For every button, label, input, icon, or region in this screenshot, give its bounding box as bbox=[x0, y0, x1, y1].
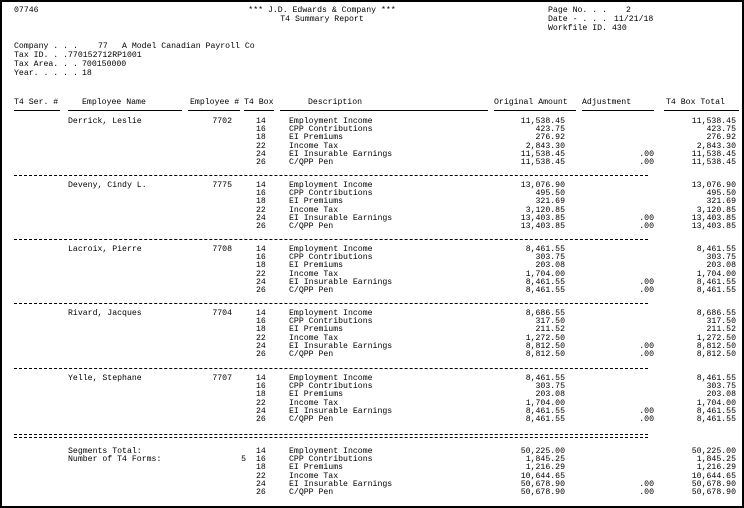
original-amount: 11,538.45 bbox=[520, 150, 565, 159]
box-total: 11,538.45 bbox=[691, 150, 736, 159]
original-amount: 10,644.65 bbox=[520, 472, 565, 481]
year-label: Year. . . . . bbox=[14, 69, 78, 78]
employee-name: Deveny, Cindy L. bbox=[68, 181, 147, 190]
year-value: 18 bbox=[82, 69, 92, 78]
original-amount: 211.52 bbox=[535, 325, 565, 334]
date-label: Date - . . . bbox=[548, 15, 607, 24]
box-total: 1,704.00 bbox=[696, 399, 736, 408]
original-amount: 13,076.90 bbox=[520, 181, 565, 190]
box-number: 14 bbox=[256, 309, 266, 318]
box-total: 2,843.30 bbox=[696, 142, 736, 151]
segments-total-label: Segments Total: bbox=[68, 447, 142, 456]
col-box: T4 Box bbox=[244, 98, 274, 107]
header-underline bbox=[582, 110, 654, 111]
box-number: 24 bbox=[256, 407, 266, 416]
box-number: 24 bbox=[256, 278, 266, 287]
original-amount: 13,403.85 bbox=[520, 214, 565, 223]
original-amount: 13,403.85 bbox=[520, 222, 565, 231]
box-number: 14 bbox=[256, 181, 266, 190]
box-description: Employment Income bbox=[289, 245, 373, 254]
company-label: Company . . . bbox=[14, 42, 78, 51]
box-number: 22 bbox=[256, 399, 266, 408]
box-total: 303.75 bbox=[706, 382, 736, 391]
box-number: 18 bbox=[256, 390, 266, 399]
box-description: Employment Income bbox=[289, 309, 373, 318]
tax-area-label: Tax Area. . . bbox=[14, 60, 78, 69]
box-number: 18 bbox=[256, 261, 266, 270]
original-amount: 11,538.45 bbox=[520, 117, 565, 126]
box-description: Income Tax bbox=[289, 142, 339, 151]
box-total: 50,225.00 bbox=[691, 447, 736, 456]
box-description: CPP Contributions bbox=[289, 317, 373, 326]
company-number: 77 bbox=[98, 42, 108, 51]
box-total: 211.52 bbox=[706, 325, 736, 334]
original-amount: 8,461.55 bbox=[525, 374, 565, 383]
col-original-amount: Original Amount bbox=[494, 98, 568, 107]
box-description: EI Insurable Earnings bbox=[289, 150, 393, 159]
original-amount: 1,272.50 bbox=[525, 334, 565, 343]
original-amount: 276.92 bbox=[535, 133, 565, 142]
box-total: 1,845.25 bbox=[696, 455, 736, 464]
col-adjustment: Adjustment bbox=[582, 98, 632, 107]
box-number: 14 bbox=[256, 447, 266, 456]
box-number: 24 bbox=[256, 150, 266, 159]
employee-number: 7704 bbox=[212, 309, 232, 318]
box-number: 14 bbox=[256, 117, 266, 126]
box-description: EI Premiums bbox=[289, 133, 344, 142]
box-description: EI Insurable Earnings bbox=[289, 480, 393, 489]
box-total: 495.50 bbox=[706, 189, 736, 198]
original-amount: 1,704.00 bbox=[525, 270, 565, 279]
box-description: EI Insurable Earnings bbox=[289, 407, 393, 416]
box-description: Employment Income bbox=[289, 374, 373, 383]
box-description: EI Premiums bbox=[289, 197, 344, 206]
employee-number: 7708 bbox=[212, 245, 232, 254]
box-total: 1,272.50 bbox=[696, 334, 736, 343]
header-underline bbox=[494, 110, 576, 111]
page-label: Page No. . . bbox=[548, 6, 607, 15]
box-number: 18 bbox=[256, 133, 266, 142]
box-total: 50,678.90 bbox=[691, 480, 736, 489]
box-description: Income Tax bbox=[289, 206, 339, 215]
box-total: 317.50 bbox=[706, 317, 736, 326]
box-description: C/QPP Pen bbox=[289, 158, 334, 167]
box-total: 3,120.85 bbox=[696, 206, 736, 215]
col-seq: T4 Ser. # bbox=[14, 98, 59, 107]
box-description: EI Insurable Earnings bbox=[289, 278, 393, 287]
adjustment-amount: .00 bbox=[639, 158, 654, 167]
box-total: 203.08 bbox=[706, 261, 736, 270]
box-description: CPP Contributions bbox=[289, 253, 373, 262]
adjustment-amount: .00 bbox=[639, 222, 654, 231]
employee-name: Yelle, Stephane bbox=[68, 374, 142, 383]
original-amount: 321.69 bbox=[535, 197, 565, 206]
original-amount: 8,686.55 bbox=[525, 309, 565, 318]
box-number: 22 bbox=[256, 142, 266, 151]
box-number: 16 bbox=[256, 382, 266, 391]
workfile-label: Workfile ID. bbox=[548, 24, 607, 33]
box-total: 13,076.90 bbox=[691, 181, 736, 190]
tax-area-value: 700150000 bbox=[82, 60, 127, 69]
header-underline bbox=[664, 110, 739, 111]
employee-number: 7707 bbox=[212, 374, 232, 383]
employee-name: Derrick, Leslie bbox=[68, 117, 142, 126]
box-number: 14 bbox=[256, 245, 266, 254]
original-amount: 1,845.25 bbox=[525, 455, 565, 464]
col-name: Employee Name bbox=[82, 98, 146, 107]
original-amount: 50,225.00 bbox=[520, 447, 565, 456]
number-of-forms-label: Number of T4 Forms: bbox=[68, 455, 162, 464]
adjustment-amount: .00 bbox=[639, 342, 654, 351]
box-description: CPP Contributions bbox=[289, 382, 373, 391]
col-emp-no: Employee # bbox=[190, 98, 240, 107]
original-amount: 8,461.55 bbox=[525, 278, 565, 287]
box-number: 24 bbox=[256, 342, 266, 351]
box-description: CPP Contributions bbox=[289, 189, 373, 198]
employee-separator bbox=[14, 303, 648, 304]
box-number: 14 bbox=[256, 374, 266, 383]
employee-number: 7775 bbox=[212, 181, 232, 190]
company-name: A Model Canadian Payroll Co bbox=[122, 42, 255, 51]
box-number: 16 bbox=[256, 253, 266, 262]
box-number: 26 bbox=[256, 415, 266, 424]
employee-separator bbox=[14, 239, 648, 240]
box-number: 24 bbox=[256, 214, 266, 223]
box-number: 16 bbox=[256, 189, 266, 198]
original-amount: 8,812.50 bbox=[525, 342, 565, 351]
adjustment-amount: .00 bbox=[639, 278, 654, 287]
box-description: CPP Contributions bbox=[289, 455, 373, 464]
original-amount: 1,216.29 bbox=[525, 463, 565, 472]
employee-name: Lacroix, Pierre bbox=[68, 245, 142, 254]
box-total: 11,538.45 bbox=[691, 158, 736, 167]
report-date: 11/21/18 bbox=[614, 15, 654, 24]
box-total: 8,461.55 bbox=[696, 374, 736, 383]
box-total: 303.75 bbox=[706, 253, 736, 262]
col-description: Description bbox=[308, 98, 363, 107]
box-description: EI Premiums bbox=[289, 325, 344, 334]
header-underline bbox=[188, 110, 240, 111]
box-total: 8,812.50 bbox=[696, 350, 736, 359]
original-amount: 8,461.55 bbox=[525, 245, 565, 254]
box-total: 321.69 bbox=[706, 197, 736, 206]
totals-separator bbox=[14, 434, 648, 438]
original-amount: 8,461.55 bbox=[525, 407, 565, 416]
original-amount: 1,704.00 bbox=[525, 399, 565, 408]
original-amount: 8,461.55 bbox=[525, 286, 565, 295]
box-number: 22 bbox=[256, 206, 266, 215]
number-of-forms-value: 5 bbox=[241, 455, 246, 464]
box-description: Income Tax bbox=[289, 399, 339, 408]
box-total: 276.92 bbox=[706, 133, 736, 142]
box-description: C/QPP Pen bbox=[289, 415, 334, 424]
tax-id-value: 770152712RP1001 bbox=[68, 51, 142, 60]
header-underline bbox=[14, 110, 60, 111]
box-total: 1,704.00 bbox=[696, 270, 736, 279]
adjustment-amount: .00 bbox=[639, 488, 654, 497]
box-description: CPP Contributions bbox=[289, 125, 373, 134]
box-number: 26 bbox=[256, 488, 266, 497]
box-description: Income Tax bbox=[289, 472, 339, 481]
box-description: C/QPP Pen bbox=[289, 350, 334, 359]
box-number: 18 bbox=[256, 463, 266, 472]
employee-number: 7702 bbox=[212, 117, 232, 126]
original-amount: 203.08 bbox=[535, 390, 565, 399]
box-total: 8,461.55 bbox=[696, 407, 736, 416]
box-number: 22 bbox=[256, 270, 266, 279]
box-total: 8,461.55 bbox=[696, 278, 736, 287]
original-amount: 2,843.30 bbox=[525, 142, 565, 151]
original-amount: 50,678.90 bbox=[520, 488, 565, 497]
original-amount: 11,538.45 bbox=[520, 158, 565, 167]
box-total: 8,461.55 bbox=[696, 286, 736, 295]
box-description: EI Premiums bbox=[289, 463, 344, 472]
box-number: 18 bbox=[256, 325, 266, 334]
box-description: Income Tax bbox=[289, 270, 339, 279]
box-total: 13,403.85 bbox=[691, 214, 736, 223]
header-underline bbox=[280, 110, 488, 111]
original-amount: 3,120.85 bbox=[525, 206, 565, 215]
original-amount: 317.50 bbox=[535, 317, 565, 326]
adjustment-amount: .00 bbox=[639, 286, 654, 295]
original-amount: 50,678.90 bbox=[520, 480, 565, 489]
box-description: Employment Income bbox=[289, 117, 373, 126]
box-number: 18 bbox=[256, 197, 266, 206]
original-amount: 303.75 bbox=[535, 253, 565, 262]
box-total: 10,644.65 bbox=[691, 472, 736, 481]
original-amount: 495.50 bbox=[535, 189, 565, 198]
box-total: 203.08 bbox=[706, 390, 736, 399]
employee-separator bbox=[14, 368, 648, 369]
box-number: 22 bbox=[256, 334, 266, 343]
report-id: 07746 bbox=[14, 6, 39, 15]
box-description: Employment Income bbox=[289, 447, 373, 456]
box-total: 8,461.55 bbox=[696, 415, 736, 424]
box-number: 26 bbox=[256, 158, 266, 167]
box-total: 8,461.55 bbox=[696, 245, 736, 254]
adjustment-amount: .00 bbox=[639, 407, 654, 416]
workfile-id: 430 bbox=[612, 24, 627, 33]
box-number: 26 bbox=[256, 286, 266, 295]
box-description: Income Tax bbox=[289, 334, 339, 343]
box-description: Employment Income bbox=[289, 181, 373, 190]
box-description: EI Premiums bbox=[289, 390, 344, 399]
col-box-total: T4 Box Total bbox=[666, 98, 725, 107]
adjustment-amount: .00 bbox=[639, 480, 654, 489]
company-title: *** J.D. Edwards & Company *** bbox=[248, 6, 396, 15]
box-description: EI Premiums bbox=[289, 261, 344, 270]
adjustment-amount: .00 bbox=[639, 150, 654, 159]
box-total: 50,678.90 bbox=[691, 488, 736, 497]
box-number: 16 bbox=[256, 125, 266, 134]
page-number: 2 bbox=[626, 6, 631, 15]
box-total: 8,686.55 bbox=[696, 309, 736, 318]
box-description: C/QPP Pen bbox=[289, 488, 334, 497]
header-underline bbox=[68, 110, 182, 111]
original-amount: 303.75 bbox=[535, 382, 565, 391]
adjustment-amount: .00 bbox=[639, 415, 654, 424]
adjustment-amount: .00 bbox=[639, 350, 654, 359]
original-amount: 423.75 bbox=[535, 125, 565, 134]
box-number: 16 bbox=[256, 455, 266, 464]
box-total: 8,812.50 bbox=[696, 342, 736, 351]
box-total: 11,538.45 bbox=[691, 117, 736, 126]
report-title: T4 Summary Report bbox=[280, 15, 364, 24]
box-number: 22 bbox=[256, 472, 266, 481]
original-amount: 203.08 bbox=[535, 261, 565, 270]
box-total: 1,216.29 bbox=[696, 463, 736, 472]
employee-separator bbox=[14, 175, 648, 176]
adjustment-amount: .00 bbox=[639, 214, 654, 223]
employee-name: Rivard, Jacques bbox=[68, 309, 142, 318]
box-number: 26 bbox=[256, 350, 266, 359]
tax-id-label: Tax ID. . . bbox=[14, 51, 69, 60]
box-number: 26 bbox=[256, 222, 266, 231]
box-description: C/QPP Pen bbox=[289, 286, 334, 295]
box-number: 16 bbox=[256, 317, 266, 326]
box-description: C/QPP Pen bbox=[289, 222, 334, 231]
box-total: 423.75 bbox=[706, 125, 736, 134]
box-total: 13,403.85 bbox=[691, 222, 736, 231]
original-amount: 8,461.55 bbox=[525, 415, 565, 424]
box-description: EI Insurable Earnings bbox=[289, 342, 393, 351]
box-description: EI Insurable Earnings bbox=[289, 214, 393, 223]
header-underline bbox=[244, 110, 274, 111]
original-amount: 8,812.50 bbox=[525, 350, 565, 359]
box-number: 24 bbox=[256, 480, 266, 489]
